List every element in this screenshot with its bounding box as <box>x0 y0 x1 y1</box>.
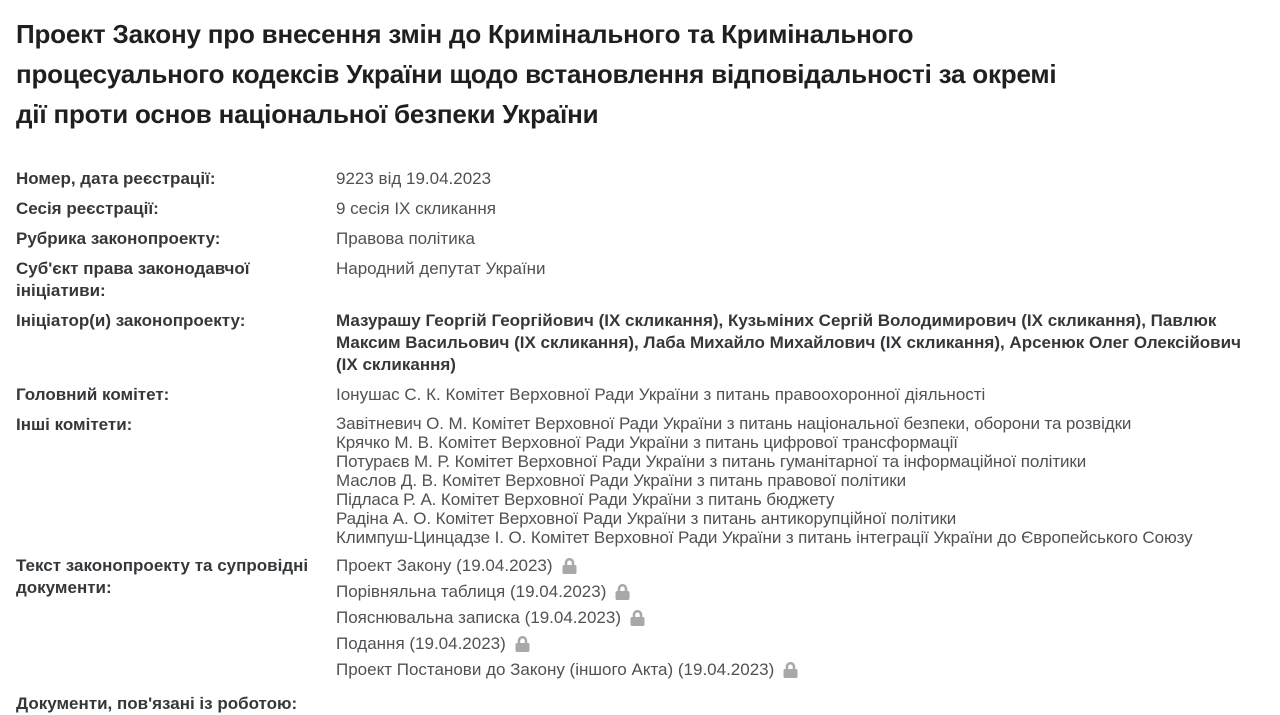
page-title: Проект Закону про внесення змін до Кримінального та Кримінального процесуального кодексів України щодо встановлення відповідальності за окремі дії проти основ національної безпеки України <box>16 19 1057 129</box>
other-committees-list <box>336 414 1256 547</box>
rubric-value: Правова політика <box>336 229 475 248</box>
documents-list <box>336 555 1256 685</box>
other-committees-label: Інші комітети: <box>16 415 133 434</box>
committee-item: Завітневич О. М. Комітет Верховної Ради України з питань національної безпеки, оборони та розвідки <box>336 414 1132 433</box>
row-related-documents <box>16 693 1256 715</box>
document-link[interactable]: Проект Закону (19.04.2023) <box>336 556 553 575</box>
registration-label: Номер, дата реєстрації: <box>16 169 216 188</box>
lock-icon <box>630 610 645 626</box>
committee-item: Крячко М. В. Комітет Верховної Ради України з питань цифрової трансформації <box>336 433 958 452</box>
initiators-value: Мазурашу Георгій Георгійович (IX скликання), Кузьміних Сергій Володимирович (IX скликання), Павлюк Максим Васильович (IX скликання), Лаба Михайло Михайлович (IX скликання), Арсенюк Олег Олексійович (IX скликання) <box>336 311 1241 374</box>
row-session <box>16 198 1256 220</box>
main-committee-value: Іонушас С. К. Комітет Верховної Ради України з питань правоохоронної діяльності <box>336 385 986 404</box>
committee-item: Маслов Д. В. Комітет Верховної Ради України з питань правової політики <box>336 471 906 490</box>
document-item <box>336 659 1256 680</box>
registration-value: 9223 від 19.04.2023 <box>336 169 492 188</box>
document-item <box>336 555 1256 576</box>
lock-icon <box>515 636 530 652</box>
session-label: Сесія реєстрації: <box>16 199 159 218</box>
document-link[interactable]: Подання (19.04.2023) <box>336 634 506 653</box>
lock-icon <box>562 558 577 574</box>
row-other-committees <box>16 414 1256 547</box>
bill-details-table <box>16 168 1256 715</box>
document-item <box>336 607 1256 628</box>
main-committee-label: Головний комітет: <box>16 385 170 404</box>
document-item <box>336 633 1256 654</box>
committee-item: Підласа Р. А. Комітет Верховної Ради України з питань бюджету <box>336 490 835 509</box>
committee-item: Климпуш-Цинцадзе І. О. Комітет Верховної Ради України з питань інтеграції України до Європейського Союзу <box>336 528 1193 547</box>
lock-icon <box>615 584 630 600</box>
initiators-label: Ініціатор(и) законопроекту: <box>16 311 246 330</box>
committee-item: Радіна А. О. Комітет Верховної Ради України з питань антикорупційної політики <box>336 509 957 528</box>
row-registration <box>16 168 1256 190</box>
documents-label: Текст законопроекту та супровідні документи: <box>16 556 309 597</box>
row-main-committee <box>16 384 1256 406</box>
row-rubric <box>16 228 1256 250</box>
related-documents-label: Документи, пов'язані із роботою: <box>16 694 298 713</box>
document-link[interactable]: Проект Постанови до Закону (іншого Акта) (19.04.2023) <box>336 660 775 679</box>
subject-label: Суб'єкт права законодавчої ініціативи: <box>16 259 250 300</box>
lock-icon <box>783 662 798 678</box>
document-item <box>336 581 1256 602</box>
row-subject <box>16 258 1256 302</box>
rubric-label: Рубрика законопроекту: <box>16 229 221 248</box>
document-link[interactable]: Пояснювальна записка (19.04.2023) <box>336 608 621 627</box>
row-initiators <box>16 310 1256 376</box>
document-link[interactable]: Порівняльна таблиця (19.04.2023) <box>336 582 607 601</box>
row-documents <box>16 555 1256 685</box>
session-value: 9 сесія IX скликання <box>336 199 496 218</box>
committee-item: Потураєв М. Р. Комітет Верховної Ради України з питань гуманітарної та інформаційної політики <box>336 452 1087 471</box>
subject-value: Народний депутат України <box>336 259 546 278</box>
